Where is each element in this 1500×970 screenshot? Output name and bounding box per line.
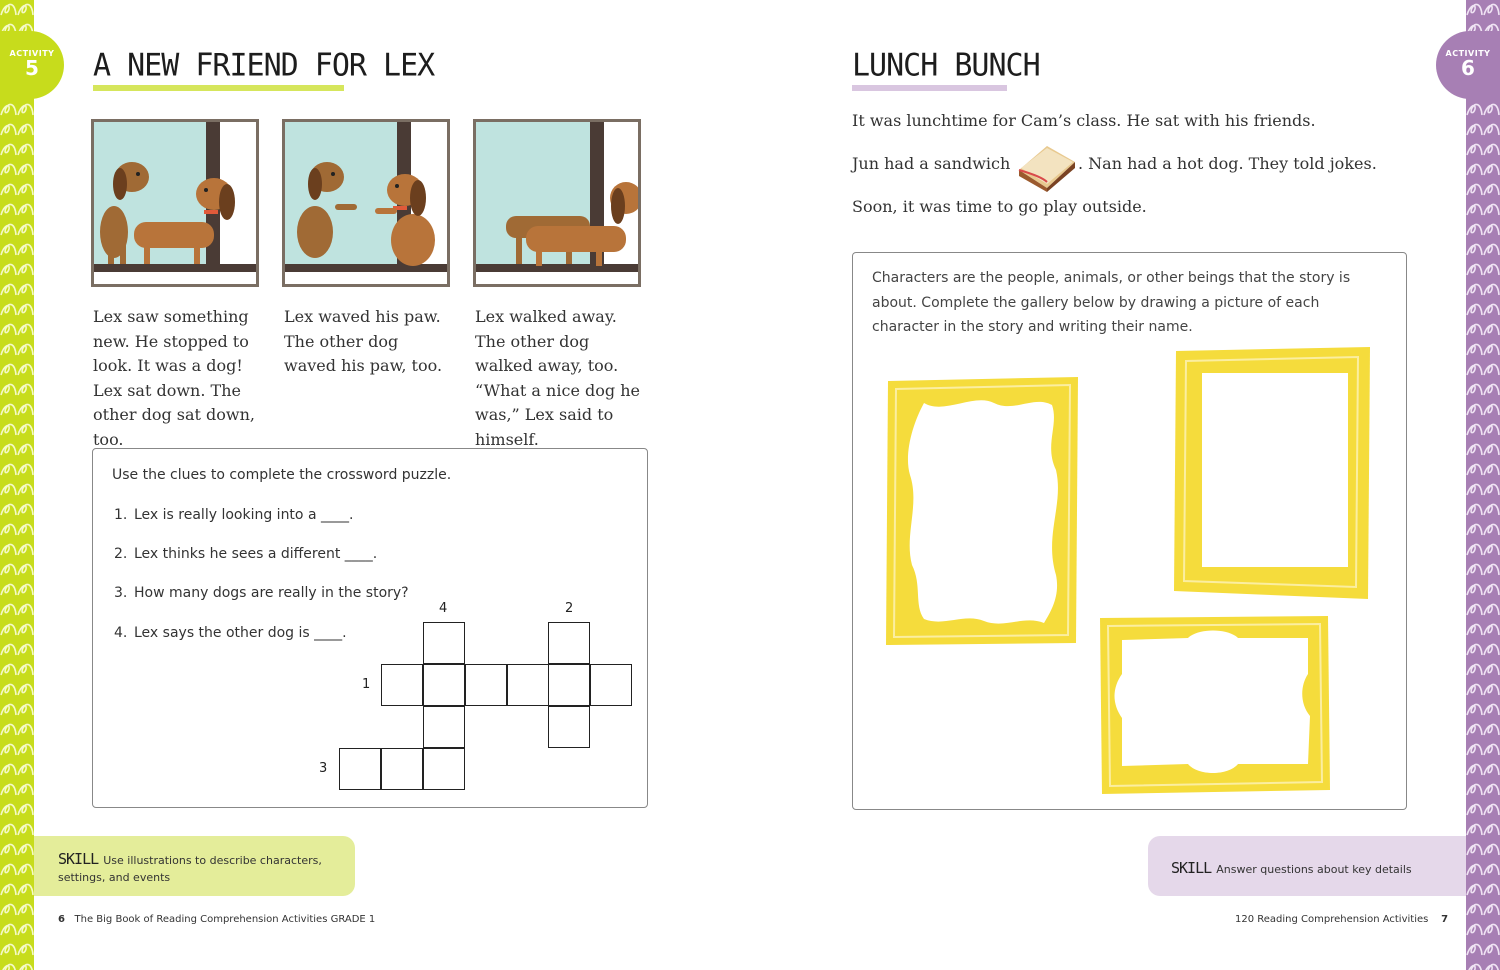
panel-3-text: Lex walked away. The other dog walked away, too. “What a nice dog he was,” Lex said to himself. [475,307,640,449]
skill-tag: SKILL [1171,859,1212,877]
book-title: The Big Book of Reading Comprehension Activities GRADE 1 [74,914,376,925]
activity-badge-6 [1436,31,1500,99]
crossword-cell[interactable] [381,748,423,790]
crossword-cell[interactable] [381,664,423,706]
left-decorative-strip [0,0,34,970]
activity-badge-5 [0,31,64,99]
activity-number: 6 [1461,56,1475,80]
title-underline [852,85,1007,91]
clue-1-text: Lex is really looking into a ____. [134,507,354,523]
clue-4-number: 4. [114,625,128,641]
page-number: 7 [1441,914,1449,925]
grid-number-1: 1 [362,677,371,692]
panel-2-text: Lex waved his paw. The other dog waved his paw, too. [284,307,443,375]
crossword-cell[interactable] [339,748,381,790]
grid-number-3: 3 [319,761,328,776]
crossword-cell[interactable] [423,622,465,664]
gallery-instruction: Characters are the people, animals, or other beings that the story is about. Complete the gallery below by drawing a picture of each character in the story and writing their name. [872,270,1351,335]
crossword-cell[interactable] [465,664,507,706]
clue-1-number: 1. [114,507,128,523]
grid-number-2: 2 [565,601,574,616]
crossword-cell[interactable] [548,664,590,706]
crossword-instruction: Use the clues to complete the crossword puzzle. [112,467,452,483]
clue-2-number: 2. [114,546,128,562]
skill-tag: SKILL [58,850,99,868]
story-line-2a: Jun had a sandwich [852,154,1011,173]
skill-text-line2: settings, and events [58,871,171,884]
crossword-cell[interactable] [423,664,465,706]
activity-label: ACTIVITY [9,49,55,58]
story-line-2b: . Nan had a hot dog. They told jokes. [1078,154,1377,173]
sandwich-icon [1013,140,1079,198]
right-decorative-strip [1466,0,1500,970]
crossword-cell[interactable] [423,748,465,790]
crossword-cell[interactable] [423,706,465,748]
comic-panel-1 [91,119,259,287]
story-line-3: Soon, it was time to go play outside. [852,197,1147,216]
picture-frame-1[interactable] [884,375,1080,651]
book-title: 120 Reading Comprehension Activities [1235,914,1429,925]
picture-frame-2[interactable] [1172,345,1372,605]
clue-3-number: 3. [114,585,128,601]
skill-box-left [34,836,355,896]
crossword-cell[interactable] [590,664,632,706]
picture-frame-3[interactable] [1098,614,1332,800]
skill-text-line1: Use illustrations to describe characters, [103,854,322,867]
footer-left [58,914,375,925]
crossword-cell[interactable] [507,664,549,706]
activity-number: 5 [25,56,39,80]
comic-panel-2 [282,119,450,287]
crossword-cell[interactable] [548,706,590,748]
clue-4-text: Lex says the other dog is ____. [134,625,347,641]
title-underline [93,85,344,91]
footer-right [1235,914,1448,925]
grid-number-4: 4 [439,601,448,616]
activity-label: ACTIVITY [1445,49,1491,58]
crossword-cell[interactable] [548,622,590,664]
skill-box-right [1148,836,1466,896]
clue-3-text: How many dogs are really in the story? [134,585,409,601]
story-line-1: It was lunchtime for Cam’s class. He sat with his friends. [852,111,1316,130]
skill-text: Answer questions about key details [1216,863,1412,876]
page-number: 6 [58,914,65,925]
clue-2-text: Lex thinks he sees a different ____. [134,546,378,562]
comic-panel-3 [473,119,641,287]
page-title-right: LUNCH BUNCH [852,47,1040,84]
page-title-left: A NEW FRIEND FOR LEX [93,47,435,84]
panel-1-text: Lex saw something new. He stopped to look. It was a dog! Lex sat down. The other dog sat down, too. [93,307,255,449]
